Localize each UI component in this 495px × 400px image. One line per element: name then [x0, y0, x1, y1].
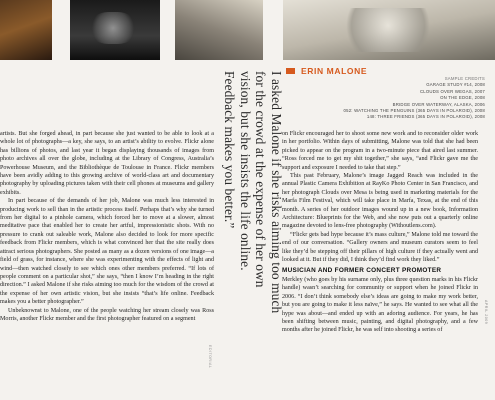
- photo-thumbnail-4: [283, 0, 495, 60]
- paragraph: In part because of the demands of her job, Malone was much less interested in producing work to sell than in the artistic process itself. Perhaps that’s why she turned from her digital to a pinhole camera, which forced her to move at a slower, almost meditative pace that enabled her to create her artful, impressionistic shots. With no pressure to crank out saleable work, Malone also decided to look for more specific feedback from Flickr members, which is what convinced her that the site really does attract serious photographers. She posted as many as a dozen versions of one image—a field of grass, for instance, where she was experimenting with the effects of light and wind—then watched closely to see which ones other members preferred. “If lots of people comment on a particular shot,” she says, “then I know I’m heading in the right direction.” I asked Malone if she risks aiming too much for the wisdom of the crowd at the expense of her own artistic vision, but she insists “that’s life online. Feedback makes you a better photographer.”: [0, 198, 214, 306]
- photo-thumbnail-2: [70, 0, 160, 60]
- paragraph: “Flickr gets bad hype because it’s mass culture,” Malone told me toward the end of our conversation. “Gallery owners and museum curators seem to feel like they’d be stepping off their pillars of high culture if they actually went and looked at it. But if they did, I think they’d find work they liked.”: [282, 231, 478, 264]
- credit-item: ON THE EDGE, 2008: [440, 95, 485, 101]
- article-column-right: [282, 130, 478, 335]
- name-marker: [286, 68, 295, 74]
- credit-item: 052: WATCHING THE PENGUINS (365 DAYS IN POLAROID), 2008: [343, 108, 485, 114]
- photo-thumbnail-1: [0, 0, 52, 60]
- credits-heading: SAMPLE CREDITS: [444, 76, 485, 81]
- profile-name: ERIN MALONE: [301, 66, 368, 76]
- pull-quote: I asked Malone if she risks aiming too much for the crowd at the expense of her own vision, but she insists the life online. Feedback makes you better.”: [222, 71, 284, 314]
- credit-item: CLOUDS OVER WEGAS, 2007: [419, 88, 485, 94]
- photo-thumbnail-3: [175, 0, 263, 60]
- credit-item: GARAGE STUDY #14, 2008: [426, 82, 485, 88]
- folio-left: [204, 345, 214, 400]
- paragraph: on Flickr encouraged her to shoot some new work and to reconsider older work in her portfolio. Within days of submitting, Malone was told that she had been picked to appear on the program in a two-minute piece that aired last summer. “Ross forced me to get my shit together,” she says, “and Flickr gave me the support and exposure I needed to take that step.”: [282, 131, 478, 171]
- paragraph: Unbeknownst to Malone, one of the people watching her stream closely was Ross Morris, another Flickr member and the first photographer featured on a segment: [0, 307, 214, 322]
- credit-item: 148: THREE FRIENDS (365 DAYS IN POLAROID), 2008: [366, 114, 485, 120]
- section-subhead: MUSICIAN AND FORMER CONCERT PROMOTER: [282, 266, 442, 274]
- photo-credits: [255, 76, 485, 121]
- paragraph: Merkley (who goes by his surname only, plus three question marks in his Flickr handle) wasn’t searching for community or support when he joined Flickr in 2006. “I don’t think somebody else’s ideas are going to make my work better, but you are going to make it less naïve,” he says. He wanted to see what all the hype was about—and ended up with an adoring audience. For years, he has been shifting between music, painting, and digital photography, and a few months after he joined Flickr, he was self into shooting a series of: [282, 276, 478, 334]
- credit-item: BRIDGE OVER WATERWAY, ALASKA, 2006: [392, 101, 485, 107]
- folio-text: EDITORIAL: [208, 345, 212, 369]
- folio-right: [478, 300, 490, 380]
- paragraph: artists. But she forged ahead, in part because she just wanted to be able to look at a whole lot of photographs—a key, she says, to an artist’s ability to evolve. Flickr alone has billions of photos, and last year it began displaying thousands of images from photo archives all over the globe, including at the Library of Congress, Australia’s Powerhouse Museum, and the Bibliothèque de Toulouse in France. Flickr members have been avidly adding to this growing archive of world-class art and documentary photography by uploading pictures taken with their cell phones at museums and gallery exhibits.: [0, 131, 214, 196]
- article-column-left: [0, 130, 214, 323]
- paragraph: This past February, Malone’s image Jagged Reach was included in the annual Plastic Camera Exhibition at RayKo Photo Center in San Francisco, and her photograph Clouds over Mesa is being used in marketing materials for the Marfa Film Festival, which will take place in Marfa, Texas, at the end of this month. A series of her outdoor images wound up in a new book, Information Architecture: Blueprints for the Web, and she now puts out a quarterly online magazine devoted to lens-free photography (Withoutlens.com).: [282, 173, 478, 230]
- folio-text: APRIL 2009: [484, 300, 488, 325]
- pull-quote-area: [218, 71, 284, 316]
